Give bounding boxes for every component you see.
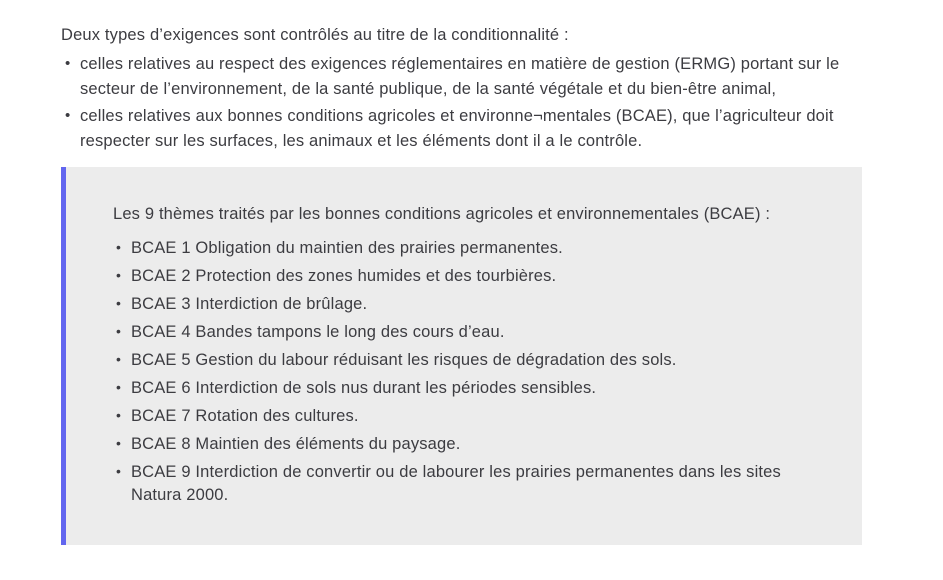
list-item: • BCAE 8 Maintien des éléments du paysage. xyxy=(113,433,832,456)
list-item: • BCAE 2 Protection des zones humides et des tourbières. xyxy=(113,265,832,288)
list-item: • BCAE 9 Interdiction de convertir ou de labourer les prairies permanentes dans les sites Natura 2000. xyxy=(113,461,832,507)
list-item: • celles relatives aux bonnes conditions agricoles et environne¬mentales (BCAE), que l’agriculteur doit respecter sur les surfaces, les animaux et les éléments dont il a le contrôle. xyxy=(61,104,866,154)
list-item: • BCAE 5 Gestion du labour réduisant les risques de dégradation des sols. xyxy=(113,349,832,372)
bcae-themes-list xyxy=(113,237,832,507)
intro-paragraph: Deux types d’exigences sont contrôlés au titre de la conditionnalité : xyxy=(61,25,569,44)
bcae-callout-box xyxy=(61,167,862,545)
bcae-callout-content xyxy=(66,167,862,527)
list-item: • BCAE 6 Interdiction de sols nus durant les périodes sensibles. xyxy=(113,377,832,400)
bcae-callout-title: Les 9 thèmes traités par les bonnes conditions agricoles et environnementales (BCAE) : xyxy=(113,205,771,223)
requirements-list xyxy=(61,52,866,156)
list-item: • celles relatives au respect des exigences réglementaires en matière de gestion (ERMG) portant sur le secteur de l’environnement, de la santé publique, de la santé végétale et du bien-être animal, xyxy=(61,52,866,102)
list-item: • BCAE 7 Rotation des cultures. xyxy=(113,405,832,428)
list-item: • BCAE 1 Obligation du maintien des prairies permanentes. xyxy=(113,237,832,260)
list-item: • BCAE 3 Interdiction de brûlage. xyxy=(113,293,832,316)
list-item: • BCAE 4 Bandes tampons le long des cours d’eau. xyxy=(113,321,832,344)
